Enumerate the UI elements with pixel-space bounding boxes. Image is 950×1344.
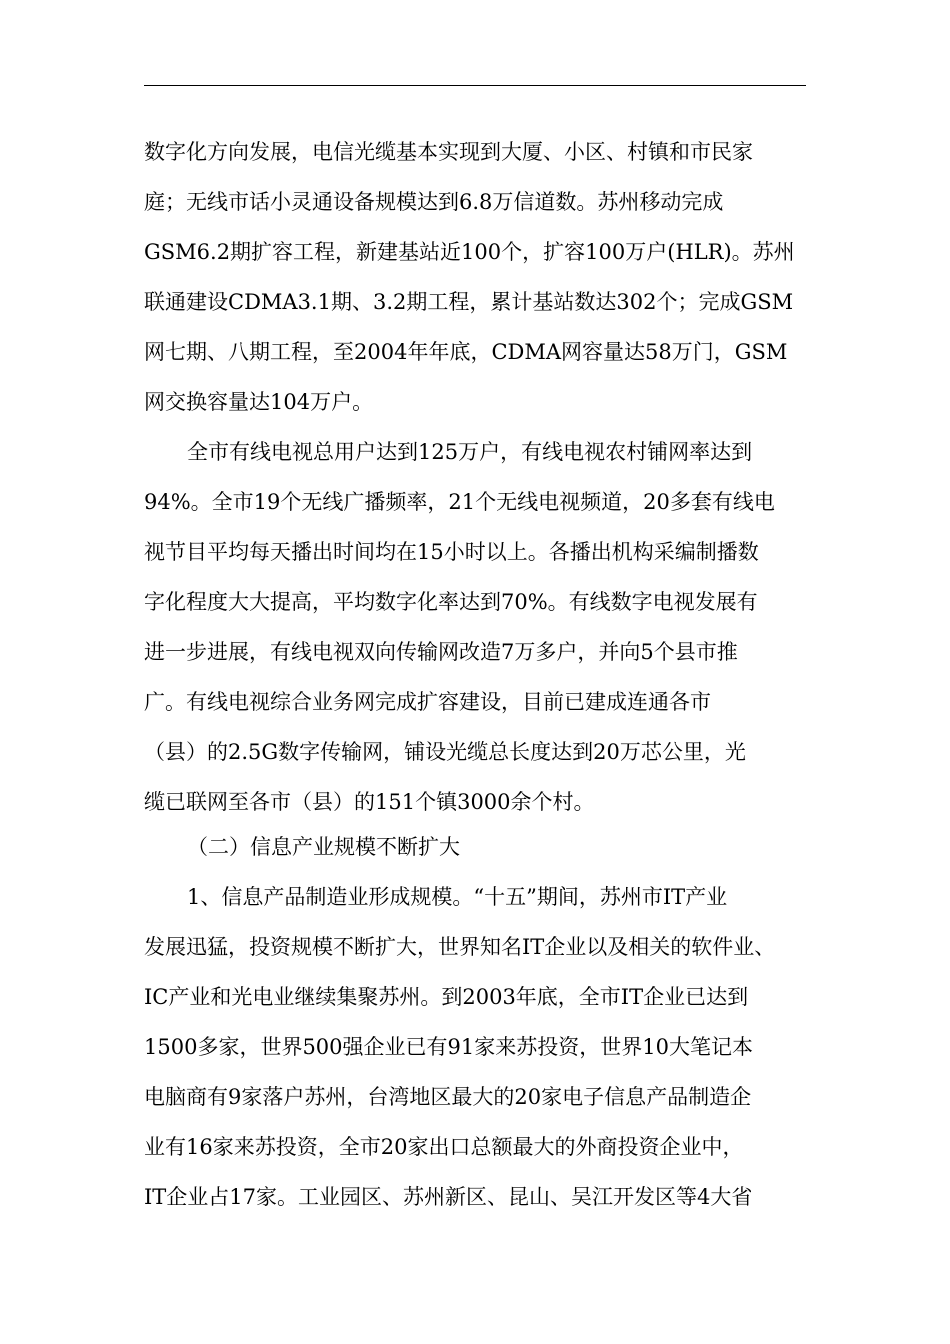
paragraph-line: 全市有线电视总用户达到125万户，有线电视农村铺网率达到 bbox=[187, 440, 753, 464]
paragraph-line: 发展迅猛，投资规模不断扩大，世界知名IT企业以及相关的软件业、 bbox=[144, 935, 776, 959]
paragraph-line: IT企业占17家。工业园区、苏州新区、昆山、吴江开发区等4大省 bbox=[144, 1185, 753, 1209]
paragraph-line: 业有16家来苏投资，全市20家出口总额最大的外商投资企业中， bbox=[144, 1135, 744, 1159]
paragraph-line: 缆已联网至各市（县）的151个镇3000余个村。 bbox=[144, 790, 595, 814]
paragraph-line: 庭；无线市话小灵通设备规模达到6.8万信道数。苏州移动完成 bbox=[144, 190, 724, 214]
paragraph-line: 数字化方向发展，电信光缆基本实现到大厦、小区、村镇和市民家 bbox=[144, 140, 753, 164]
paragraph-line: 1500多家，世界500强企业已有91家来苏投资，世界10大笔记本 bbox=[144, 1035, 753, 1059]
paragraph-line: 联通建设CDMA3.1期、3.2期工程，累计基站数达302个；完成GSM bbox=[144, 290, 794, 314]
paragraph-line: 进一步进展，有线电视双向传输网改造7万多户，并向5个县市推 bbox=[144, 640, 738, 664]
paragraph-line: GSM6.2期扩容工程，新建基站近100个，扩容100万户(HLR)。苏州 bbox=[144, 240, 795, 264]
paragraph-line: 1、信息产品制造业形成规模。“十五”期间，苏州市IT产业 bbox=[187, 885, 728, 909]
paragraph-line: 字化程度大大提高，平均数字化率达到70%。有线数字电视发展有 bbox=[144, 590, 758, 614]
paragraph-line: 网七期、八期工程，至2004年年底，CDMA网容量达58万门，GSM bbox=[144, 340, 788, 364]
paragraph-line: 网交换容量达104万户。 bbox=[144, 390, 374, 414]
paragraph-line: IC产业和光电业继续集聚苏州。到2003年底，全市IT企业已达到 bbox=[144, 985, 749, 1009]
paragraph-line: 广。有线电视综合业务网完成扩容建设，目前已建成连通各市 bbox=[144, 690, 711, 714]
paragraph-line: 视节目平均每天播出时间均在15小时以上。各播出机构采编制播数 bbox=[144, 540, 759, 564]
paragraph-line: 94%。全市19个无线广播频率，21个无线电视频道，20多套有线电 bbox=[144, 490, 775, 514]
paragraph-line: （县）的2.5G数字传输网，铺设光缆总长度达到20万芯公里，光 bbox=[144, 740, 746, 764]
header-rule bbox=[144, 85, 806, 86]
paragraph-line: 电脑商有9家落户苏州，台湾地区最大的20家电子信息产品制造企 bbox=[144, 1085, 752, 1109]
section-heading: （二）信息产业规模不断扩大 bbox=[187, 835, 460, 859]
